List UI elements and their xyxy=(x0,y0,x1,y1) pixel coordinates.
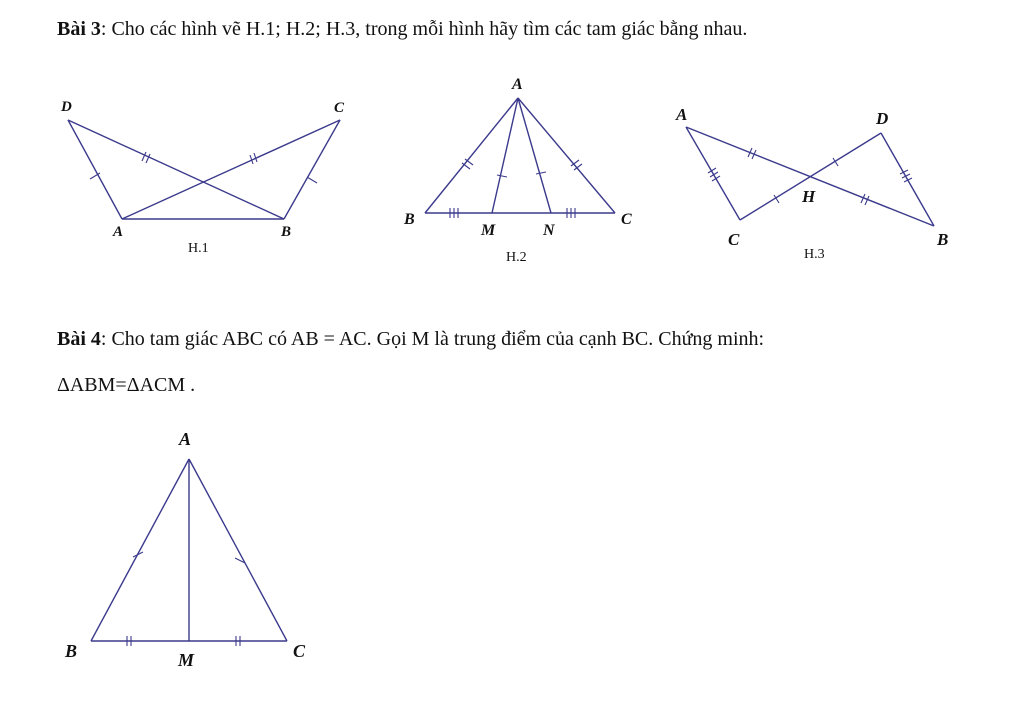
segment-ab xyxy=(91,459,189,641)
label-h1-a: A xyxy=(113,224,124,240)
label-ex4-c: C xyxy=(293,641,306,661)
label-ex4-b: B xyxy=(65,641,78,661)
segment-ca xyxy=(122,120,340,219)
label-h3-d: D xyxy=(876,109,889,128)
exercise-4-statement: ΔABM=ΔACM . xyxy=(57,374,196,396)
label-ex4-a: A xyxy=(179,429,192,449)
figure-h3 xyxy=(675,105,948,262)
segment-ab xyxy=(425,98,518,213)
label-h1-b: B xyxy=(281,224,292,240)
label-h3-b: B xyxy=(937,230,949,249)
label-h2-b: B xyxy=(404,211,415,228)
caption-h2: H.2 xyxy=(506,250,527,265)
tick-ac-3 xyxy=(712,176,720,181)
label-ex4-m: M xyxy=(178,650,195,670)
segment-db xyxy=(68,120,284,219)
caption-h3: H.3 xyxy=(804,247,825,262)
segment-ac xyxy=(189,459,287,641)
exercise-4-text: : Cho tam giác ABC có AB = AC. Gọi M là trung điểm của cạnh BC. Chứng minh: xyxy=(100,328,765,350)
label-h1-d: D xyxy=(61,99,72,115)
segment-ac xyxy=(518,98,615,213)
segment-dc xyxy=(740,133,881,220)
segment-da xyxy=(68,120,122,219)
tick-am xyxy=(497,175,507,177)
tick-db-1 xyxy=(142,152,146,161)
label-h2-a: A xyxy=(512,76,523,93)
exercise-4-label: Bài 4 xyxy=(57,328,101,350)
tick-an xyxy=(536,172,546,174)
label-h3-c: C xyxy=(728,230,740,249)
label-h3-h: H xyxy=(802,187,816,206)
label-h2-n: N xyxy=(543,222,555,239)
segment-am xyxy=(492,98,518,213)
tick-cb xyxy=(307,177,317,183)
label-h3-a: A xyxy=(676,105,688,124)
figure-h1 xyxy=(60,99,345,256)
segment-cb xyxy=(284,120,340,219)
label-h2-c: C xyxy=(621,211,632,228)
segment-an xyxy=(518,98,551,213)
label-h1-c: C xyxy=(334,100,345,116)
figure-h2 xyxy=(403,76,632,265)
caption-h1: H.1 xyxy=(188,241,209,256)
segment-ac xyxy=(686,127,740,220)
segment-db xyxy=(881,133,934,226)
exercise-3-label: Bài 3 xyxy=(57,18,101,40)
exercise-3-text: : Cho các hình vẽ H.1; H.2; H.3, trong mỗi hình hãy tìm các tam giác bằng nhau. xyxy=(100,18,748,40)
label-h2-m: M xyxy=(481,222,496,239)
figure-ex4 xyxy=(64,429,306,670)
